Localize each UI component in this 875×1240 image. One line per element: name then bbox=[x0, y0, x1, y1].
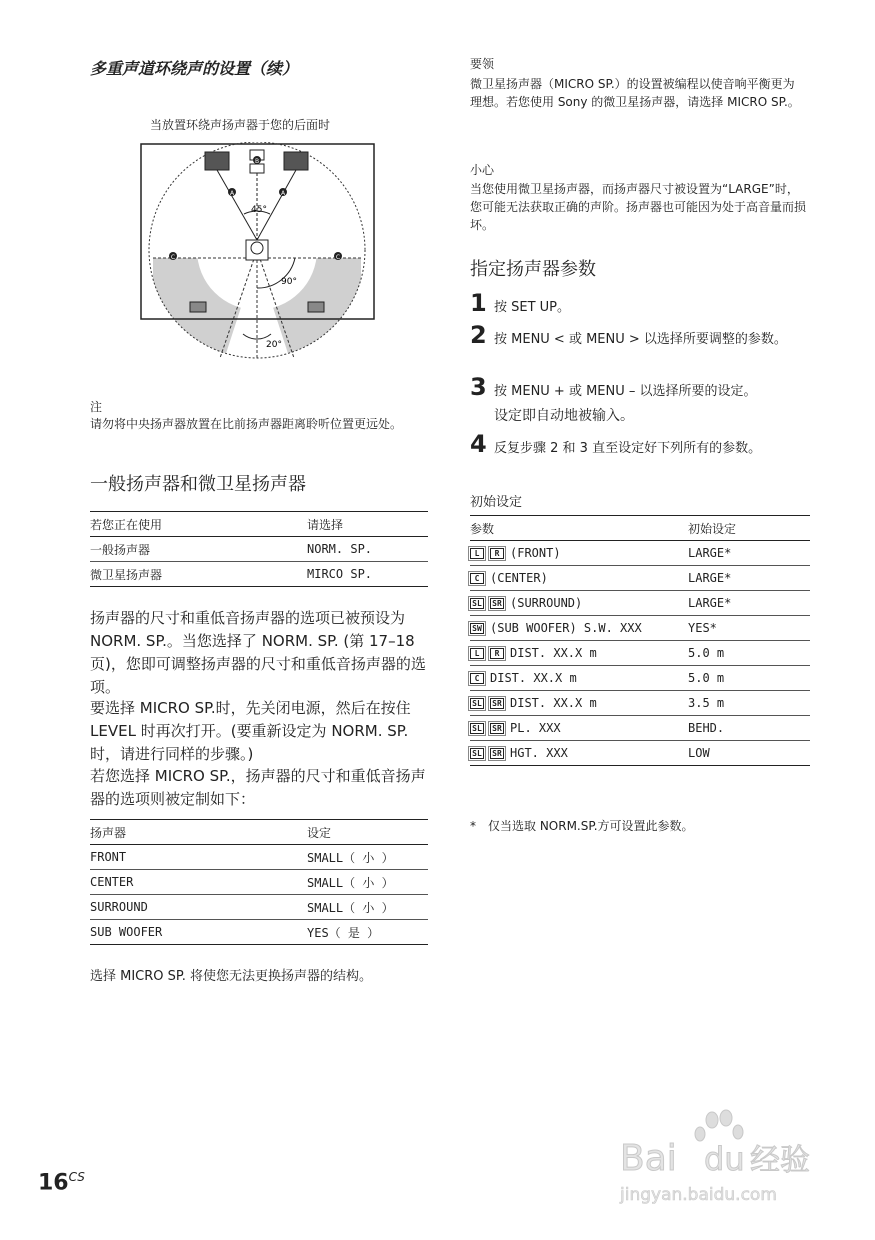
param-value: 3.5 m bbox=[688, 691, 810, 716]
step-text: 按 MENU < 或 MENU > 以选择所要调整的参数。 bbox=[494, 332, 787, 347]
label-a-left: A bbox=[229, 190, 235, 197]
table-cell bbox=[470, 616, 688, 641]
paragraph: 若您选择 MICRO SP.，扬声器的尺寸和重低音扬声器的选项则被定制如下： bbox=[90, 767, 426, 808]
speaker-sr-icon: SR bbox=[490, 723, 504, 734]
footnote: 选择 MICRO SP. 将使您无法更换扬声器的结构。 bbox=[90, 969, 372, 984]
watermark-url: jingyan.baidu.com bbox=[620, 1185, 777, 1205]
param-name: (SURROUND) bbox=[510, 596, 583, 610]
diagram-svg bbox=[140, 142, 376, 362]
speaker-l-icon: L bbox=[470, 548, 484, 559]
table-row bbox=[470, 716, 810, 741]
label-c-left: C bbox=[170, 254, 176, 261]
step-number: 4 bbox=[470, 430, 487, 458]
angle-45-label: 45° bbox=[251, 205, 267, 215]
speaker-placement-diagram bbox=[140, 142, 376, 362]
param-name: DIST. XX.X m bbox=[510, 696, 597, 710]
table-row bbox=[90, 537, 428, 562]
table-cell bbox=[470, 691, 688, 716]
speaker-sl-icon: SL bbox=[470, 723, 484, 734]
page-suffix: CS bbox=[68, 1170, 85, 1184]
param-name: (FRONT) bbox=[510, 546, 561, 560]
section-title: 多重声道环绕声的设置（续） bbox=[90, 59, 299, 78]
table-row bbox=[90, 870, 428, 895]
step-3-note: 设定即自动地被输入。 bbox=[494, 408, 634, 424]
step-1 bbox=[470, 289, 810, 318]
table-cell: SURROUND bbox=[90, 895, 307, 920]
table-cell bbox=[470, 741, 688, 766]
table-cell: SMALL（ 小 ） bbox=[307, 845, 428, 870]
param-name: DIST. XX.X m bbox=[510, 646, 597, 660]
caution-label: 小心 bbox=[470, 163, 495, 177]
param-value: LARGE* bbox=[688, 591, 810, 616]
table-cell: YES（ 是 ） bbox=[307, 920, 428, 945]
watermark-brand: Bai bbox=[620, 1138, 677, 1179]
step-text: 按 MENU + 或 MENU – 以选择所要的设定。 bbox=[494, 384, 757, 399]
param-value: YES* bbox=[688, 616, 810, 641]
speaker-type-table bbox=[90, 511, 428, 587]
label-c-right: C bbox=[335, 254, 341, 261]
table-cell: SMALL（ 小 ） bbox=[307, 895, 428, 920]
baidu-watermark bbox=[600, 1108, 840, 1218]
param-name: (SUB WOOFER) S.W. XXX bbox=[490, 621, 642, 635]
listener-icon bbox=[246, 240, 268, 260]
page-number bbox=[38, 1170, 85, 1195]
caution-text: 当您使用微卫星扬声器，而扬声器尺寸被设置为“LARGE”时，您可能无法获取正确的声阶。扬声器也可能因为处于高音量而损坏。 bbox=[470, 182, 807, 232]
watermark-brand-2: du bbox=[704, 1140, 745, 1178]
note-text: 请勿将中央扬声器放置在比前扬声器距离聆听位置更远处。 bbox=[90, 417, 403, 431]
front-left-speaker bbox=[205, 152, 229, 170]
label-a-right: A bbox=[280, 190, 286, 197]
watermark-brand-cn: 经验 bbox=[750, 1143, 810, 1178]
params-table bbox=[470, 515, 810, 766]
param-value: 5.0 m bbox=[688, 666, 810, 691]
note-label: 注 bbox=[90, 400, 103, 414]
step-4 bbox=[470, 430, 810, 459]
table-cell bbox=[470, 566, 688, 591]
table-cell: NORM. SP. bbox=[307, 537, 428, 562]
speaker-params-heading: 指定扬声器参数 bbox=[470, 259, 596, 280]
param-value: 5.0 m bbox=[688, 641, 810, 666]
param-value: LARGE* bbox=[688, 541, 810, 566]
param-name: DIST. XX.X m bbox=[490, 671, 577, 685]
speaker-l-icon: L bbox=[470, 648, 484, 659]
speaker-sr-icon: SR bbox=[490, 698, 504, 709]
table-header: 扬声器 bbox=[90, 820, 307, 845]
step-number: 3 bbox=[470, 373, 487, 401]
table-cell bbox=[470, 666, 688, 691]
table-header: 设定 bbox=[307, 820, 428, 845]
table-cell: CENTER bbox=[90, 870, 307, 895]
param-value: LOW bbox=[688, 741, 810, 766]
table-cell: 一般扬声器 bbox=[90, 537, 307, 562]
step-3 bbox=[470, 373, 810, 402]
speaker-sr-icon: SR bbox=[490, 598, 504, 609]
table-row bbox=[470, 616, 810, 641]
table-cell: SUB WOOFER bbox=[90, 920, 307, 945]
speaker-c-icon: C bbox=[470, 673, 484, 684]
table-header: 初始设定 bbox=[688, 516, 810, 541]
speaker-sw-icon: SW bbox=[470, 623, 484, 634]
param-value: BEHD. bbox=[688, 716, 810, 741]
param-name: (CENTER) bbox=[490, 571, 548, 585]
table-row bbox=[90, 845, 428, 870]
table-row bbox=[470, 591, 810, 616]
tv-icon bbox=[250, 164, 264, 173]
table-row bbox=[90, 562, 428, 587]
page-number-value: 16 bbox=[38, 1170, 69, 1196]
step-number: 2 bbox=[470, 321, 487, 349]
surround-left-speaker bbox=[190, 302, 206, 312]
table-header: 参数 bbox=[470, 516, 688, 541]
table-cell: FRONT bbox=[90, 845, 307, 870]
table-cell bbox=[470, 641, 688, 666]
tip-text: 微卫星扬声器（MICRO SP.）的设置被编程以使音响平衡更为理想。若您使用 Sony 的微卫星扬声器，请选择 MICRO SP.。 bbox=[470, 77, 800, 109]
table-row bbox=[470, 691, 810, 716]
table-row bbox=[470, 541, 810, 566]
table-cell bbox=[470, 716, 688, 741]
front-right-speaker bbox=[284, 152, 308, 170]
table-cell: 微卫星扬声器 bbox=[90, 562, 307, 587]
paragraph: 要选择 MICRO SP.时，先关闭电源，然后在按住 LEVEL 时再次打开。(要重新设定为 NORM. SP.时，请进行同样的步骤。) bbox=[90, 699, 411, 763]
table-header: 若您正在使用 bbox=[90, 512, 307, 537]
table-cell: SMALL（ 小 ） bbox=[307, 870, 428, 895]
paw-logo-icon bbox=[600, 1108, 840, 1218]
param-name: HGT. XXX bbox=[510, 746, 568, 760]
table-row bbox=[470, 566, 810, 591]
micro-settings-table bbox=[90, 819, 428, 945]
table-row bbox=[90, 920, 428, 945]
table-row bbox=[470, 666, 810, 691]
label-b: B bbox=[254, 158, 260, 165]
param-value: LARGE* bbox=[688, 566, 810, 591]
table-row bbox=[470, 641, 810, 666]
footnote: * 仅当选取 NORM.SP.方可设置此参数。 bbox=[470, 819, 694, 833]
speaker-sr-icon: SR bbox=[490, 748, 504, 759]
surround-right-speaker bbox=[308, 302, 324, 312]
step-text: 按 SET UP。 bbox=[494, 300, 571, 315]
table-row bbox=[470, 741, 810, 766]
step-2 bbox=[470, 321, 810, 350]
speaker-r-icon: R bbox=[490, 648, 504, 659]
initial-settings-label: 初始设定 bbox=[470, 495, 523, 510]
speaker-c-icon: C bbox=[470, 573, 484, 584]
table-cell bbox=[470, 591, 688, 616]
table-cell: MIRCO SP. bbox=[307, 562, 428, 587]
figure-caption: 当放置环绕声扬声器于您的后面时 bbox=[150, 118, 331, 132]
angle-90-label: 90° bbox=[281, 277, 297, 287]
tip-label: 要领 bbox=[470, 57, 495, 71]
table-row bbox=[90, 895, 428, 920]
angle-20-label: 20° bbox=[266, 340, 282, 350]
table-header: 请选择 bbox=[307, 512, 428, 537]
step-number: 1 bbox=[470, 289, 487, 317]
speaker-r-icon: R bbox=[490, 548, 504, 559]
param-name: PL. XXX bbox=[510, 721, 561, 735]
speaker-sl-icon: SL bbox=[470, 598, 484, 609]
speaker-sl-icon: SL bbox=[470, 698, 484, 709]
step-text: 反复步骤 2 和 3 直至设定好下列所有的参数。 bbox=[494, 441, 762, 456]
speaker-sl-icon: SL bbox=[470, 748, 484, 759]
table-cell bbox=[470, 541, 688, 566]
speaker-type-heading: 一般扬声器和微卫星扬声器 bbox=[90, 474, 306, 495]
paragraph: 扬声器的尺寸和重低音扬声器的选项已被预设为 NORM. SP.。当您选择了 NORM. SP. (第 17–18 页)，您即可调整扬声器的尺寸和重低音扬声器的选项。 bbox=[90, 609, 426, 696]
